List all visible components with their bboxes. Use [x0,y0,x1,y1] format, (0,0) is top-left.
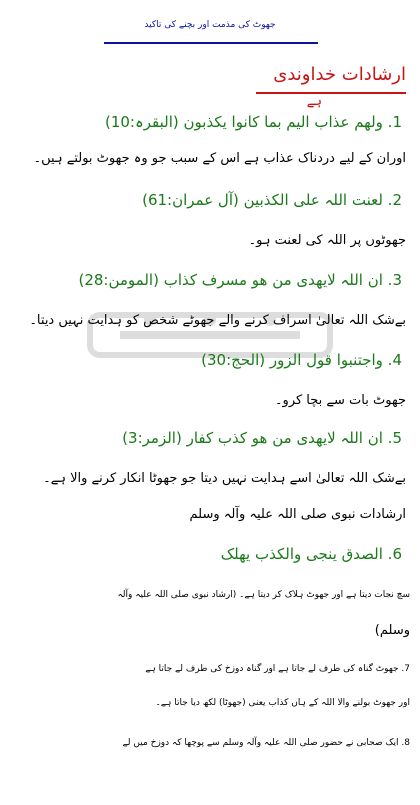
hadith-7-line2: اور جھوٹ بولنے والا اللہ کے ہاں کذاب یعنی (جھوٹا) لکھ دیا جاتا ہے۔ [155,698,410,708]
hadith-8-line1: 8. ایک صحابی نے حضور صلی اللہ علیہ وآلہ وسلم سے پوچھا کہ دوزخ میں لے [122,738,410,748]
verse-4: 4. واجتنبوا قول الزور (الحج:30) [201,351,402,369]
verse-3: 3. ان اللہ لایھدی من ھو مسرف کذاب (المومن:28) [78,271,402,289]
hadith-6-text-line1: سچ نجات دیتا ہے اور جھوٹ ہلاک کر دیتا ہے۔ (ارشاد نبوی صلی اللہ علیہ وآلہ [117,590,410,600]
translation-2: جھوٹوں پر اللہ کی لعنت ہو۔ [248,233,406,248]
translation-4: جھوٹ بات سے بچا کرو۔ [274,393,406,408]
title-underline [104,42,318,44]
heading-underline [256,92,406,94]
section-subhead: ہے [306,94,322,109]
verse-1: 1. ولھم عذاب الیم بما کانوا یکذبون (البقرہ:10) [104,113,402,131]
hadith-6-text-line2: وسلم) [374,623,410,638]
verse-2: 2. لعنت اللہ علی الکذبین (آل عمران:61) [142,191,402,209]
translation-3: بےشک اللہ تعالیٰ اسراف کرنے والے جھوٹے شخص کو ہدایت نہیں دیتا۔ [29,313,406,328]
translation-1: اوران کے لیے دردناک عذاب ہے اس کے سبب جو وہ جھوٹ بولتے ہیں۔ [33,151,406,166]
translation-5: بےشک اللہ تعالیٰ اسے ہدایت نہیں دیتا جو جھوٹا انکار کرنے والا ہے۔ [43,471,406,486]
page-title: جھوٹ کی مذمت اور بچنے کی تاکید [144,20,276,30]
hadith-7-line1: 7. جھوٹ گناہ کی طرف لے جاتا ہے اور گناہ دوزخ کی طرف لے جاتا ہے [145,664,410,674]
hadith-heading: ارشادات نبوی صلی اللہ علیہ وآلہ وسلم [189,507,406,522]
section-heading: ارشادات خداوندی [273,64,406,85]
verse-5: 5. ان اللہ لایھدی من ھو کذب کفار (الزمر:3) [122,429,402,447]
hadith-6-verse: 6. الصدق ینجی والکذب یھلک [220,545,402,563]
